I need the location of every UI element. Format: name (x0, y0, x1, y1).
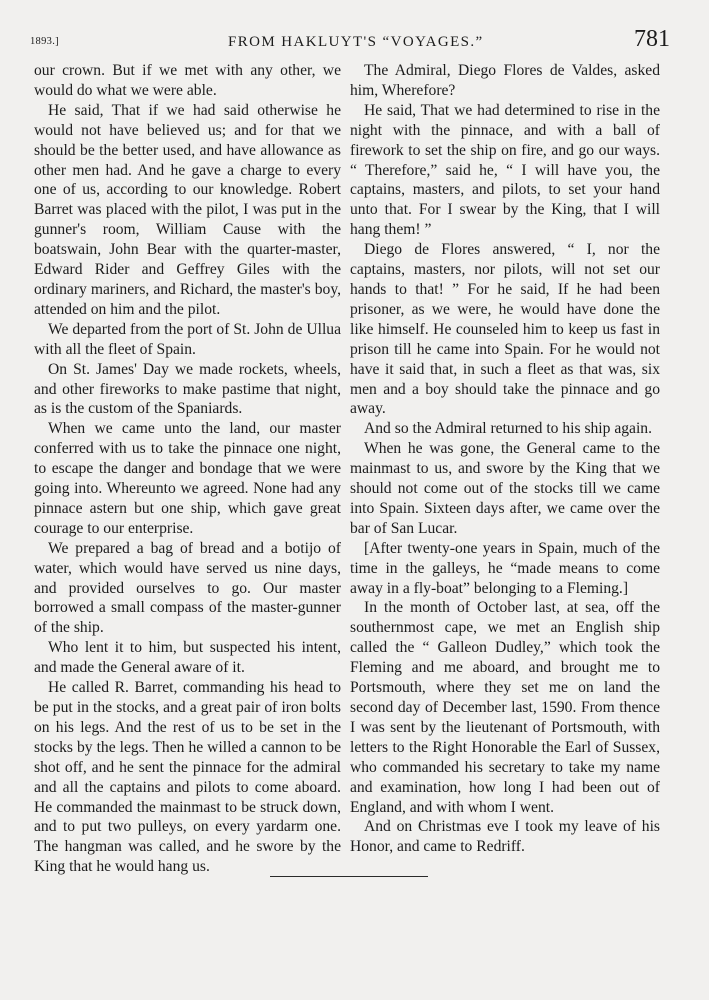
paragraph: We departed from the port of St. John de Ullua with all the fleet of Spain. (34, 320, 341, 358)
paragraph: On St. James' Day we made rockets, wheels, and other fireworks to make pastime that night, as is the custom of the Spaniards. (34, 360, 341, 418)
left-column (34, 61, 341, 877)
paragraph: In the month of October last, at sea, off the southernmost cape, we met an English ship called the “ Galleon Dudley,” which took the Fleming and me aboard, and brought me to Portsmouth, where they set me on land the second day of December last, 1590. From thence I was sent by the lieutenant of Portsmouth, with letters to the Right Honorable the Earl of Sussex, who commanded his secretary to take my name and examination, how long I had been out of England, and with whom I went. (350, 599, 660, 816)
running-head-title: FROM HAKLUYT'S “VOYAGES.” (228, 34, 484, 50)
paragraph: And so the Admiral returned to his ship again. (364, 420, 653, 438)
right-column (350, 61, 660, 857)
paragraph: He said, That we had determined to rise in the night with the pinnace, and with a ball of firework to set the ship on fire, and go our ways. “ Therefore,” said he, “ I will have you, the captains, masters, and pilots, to set your hand unto that. For I swear by the King, that I will hang them! ” (350, 101, 660, 239)
paragraph: He said, That if we had said otherwise he would not have believed us; and for that we should be the better used, and have allowance as other men had. And he gave a charge to every one of us, according to our knowledge. Robert Barret was placed with the pilot, I was put in the gunner's room, William Cause with the boatswain, John Bear with the quarter-master, Edward Rider and Geffrey Giles with the ordinary mariners, and Richard, the master's boy, attended on him and the pilot. (34, 101, 341, 318)
paragraph: We prepared a bag of bread and a botijo of water, which would have served us nine days, and provided ourselves to go. Our master borrowed a small compass of the master-gunner of the ship. (34, 539, 341, 637)
paragraph: Diego de Flores answered, “ I, nor the captains, masters, nor pilots, will not set our hands to that! ” For he said, If he had been prisoner, as we were, he would have done the like himself. He counseled him to keep us fast in prison till he came into Spain. For he would not have it said that, in such a fleet as that was, six men and a boy should take the pinnace and go away. (350, 241, 660, 418)
paragraph: When we came unto the land, our master conferred with us to take the pinnace one night, to escape the danger and bondage that we were going into. Whereunto we agreed. None had any pinnace astern but one ship, which gave great courage to our enterprise. (34, 420, 341, 537)
paragraph: When he was gone, the General came to the mainmast to us, and swore by the King that we should not come out of the stocks till we came into Spain. Sixteen days after, we came over the bar of San Lucar. (350, 440, 660, 537)
paragraph: our crown. But if we met with any other, we would do what we were able. (34, 62, 341, 99)
page-number: 781 (634, 26, 670, 52)
paragraph: [After twenty-one years in Spain, much of the time in the galleys, he “made means to come away in a fly-boat” belonging to a Fleming.] (350, 539, 660, 597)
paragraph: The Admiral, Diego Flores de Valdes, asked him, Wherefore? (350, 62, 660, 99)
paragraph: And on Christmas eve I took my leave of his Honor, and came to Redriff. (350, 818, 660, 856)
paragraph: He called R. Barret, commanding his head to be put in the stocks, and a great pair of iron bolts on his legs. And the rest of us to be set in the stocks by the legs. Then he willed a cannon to be shot off, and he sent the pinnace for the admiral and all the captains and pilots to come aboard. He commanded the mainmast to be struck down, and to put two pulleys, on every yardarm one. The hangman was called, and he swore by the King that he would hang us. (34, 679, 341, 876)
running-head-year: 1893.] (30, 36, 59, 47)
section-end-rule (270, 876, 428, 877)
running-head (30, 26, 670, 56)
paragraph: Who lent it to him, but suspected his intent, and made the General aware of it. (34, 639, 341, 677)
